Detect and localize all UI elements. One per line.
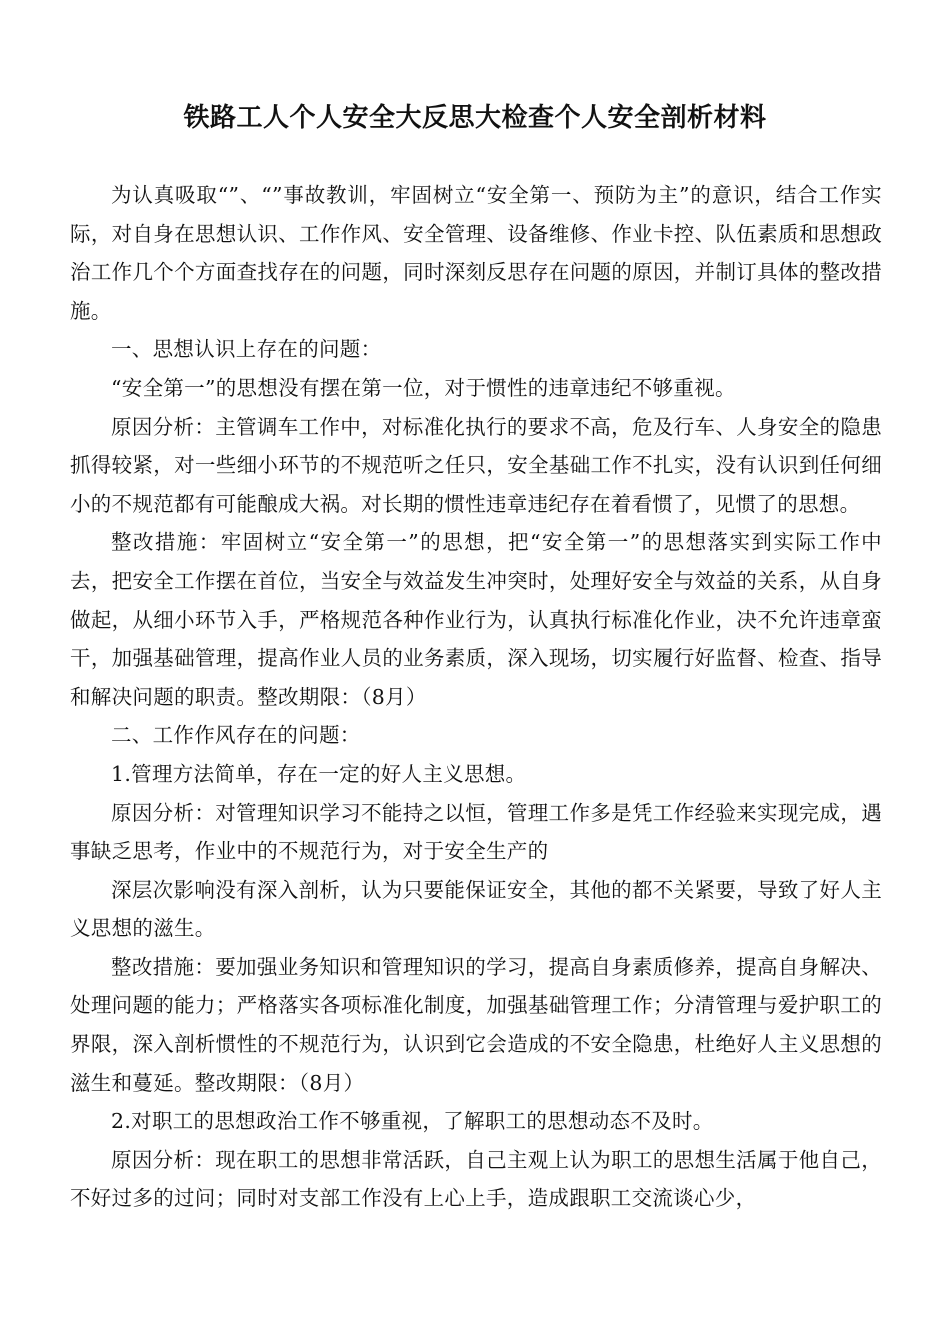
cause-analysis-paragraph: 原因分析：主管调车工作中，对标准化执行的要求不高，危及行车、人身安全的隐患抓得较紧，对一些细小环节的不规范听之任只，安全基础工作不扎实，没有认识到任何细小的不规范都有可能酿成大祸。对长期的惯性违章违纪存在着看惯了，见惯了的思想。 [70, 414, 882, 516]
cause-analysis-paragraph: 原因分析：现在职工的思想非常活跃，自己主观上认为职工的思想生活属于他自己，不好过多的过问；同时对支部工作没有上心上手，造成跟职工交流谈心少， [70, 1147, 882, 1211]
problem-item-1: 1.管理方法简单，存在一定的好人主义思想。 [111, 761, 527, 786]
document-title: 铁路工人个人安全大反思大检查个人安全剖析材料 [183, 103, 767, 133]
problem-statement: “安全第一”的思想没有摆在第一位，对于惯性的违章违纪不够重视。 [111, 375, 736, 400]
problem-item-2: 2.对职工的思想政治工作不够重视，了解职工的思想动态不及时。 [111, 1109, 714, 1134]
rectification-paragraph: 整改措施：要加强业务知识和管理知识的学习，提高自身素质修养，提高自身解决、处理问题的能力；严格落实各项标准化制度，加强基础管理工作；分清管理与爱护职工的界限，深入剖析惯性的不规范行为，认识到它会造成的不安全隐患，杜绝好人主义思想的滋生和蔓延。整改期限：（8月） [70, 954, 882, 1095]
section-heading-1: 一、思想认识上存在的问题： [111, 337, 382, 362]
intro-paragraph: 为认真吸取“”、“”事故教训，牢固树立“安全第一、预防为主”的意识，结合工作实际，对自身在思想认识、工作作风、安全管理、设备维修、作业卡控、队伍素质和思想政治工作几个个方面查找存在的问题，同时深刻反思存在问题的原因，并制订具体的整改措施。 [70, 183, 882, 323]
cause-analysis-continuation: 深层次影响没有深入剖析，认为只要能保证安全，其他的都不关紧要，导致了好人主义思想的滋生。 [70, 877, 882, 941]
document-body [70, 176, 882, 1218]
section-heading-2: 二、工作作风存在的问题： [111, 723, 361, 748]
cause-analysis-paragraph: 原因分析：对管理知识学习不能持之以恒，管理工作多是凭工作经验来实现完成，遇事缺乏思考，作业中的不规范行为，对于安全生产的 [70, 800, 882, 864]
rectification-paragraph: 整改措施：牢固树立“安全第一”的思想，把“安全第一”的思想落实到实际工作中去，把安全工作摆在首位，当安全与效益发生冲突时，处理好安全与效益的关系，从自身做起，从细小环节入手，严格规范各种作业行为，认真执行标准化作业，决不允许违章蛮干，加强基础管理，提高作业人员的业务素质，深入现场，切实履行好监督、检查、指导和解决问题的职责。整改期限：（8月） [70, 530, 882, 709]
